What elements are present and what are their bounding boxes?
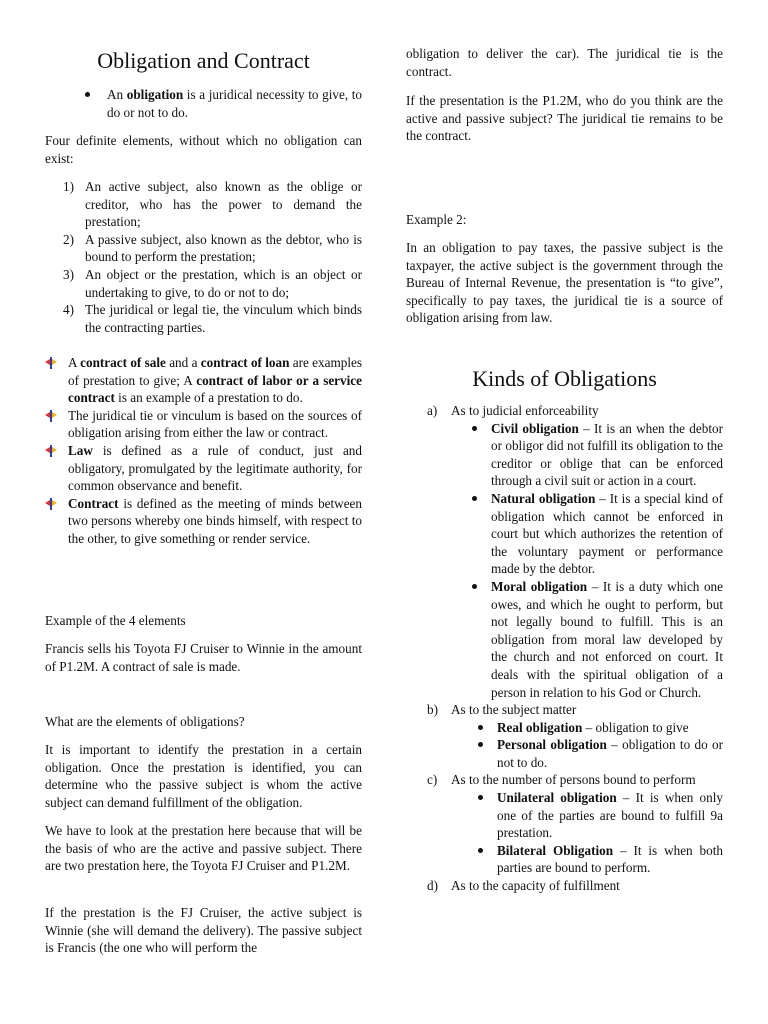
- bullet-dot-icon: [85, 92, 90, 97]
- example2-heading: Example 2:: [406, 212, 467, 227]
- question-heading: What are the elements of obligations?: [45, 714, 245, 729]
- kind-c-list: [497, 789, 723, 877]
- list-item: Civil obligation – It is an when the debtor or obligor did not fulfill its obligation to the creditor or oblige that can be enforced through a civil suit or action in a court.: [491, 420, 723, 489]
- list-item: 2) A passive subject, also known as the debtor, who is bound to perform the prestation;: [63, 231, 362, 265]
- kind-b: b) As to the subject matter: [427, 702, 577, 718]
- list-item: Natural obligation – It is a special kind of obligation which cannot be enforced in court but which authorizes the retention of the voluntary payment or performance made by the debtor.: [491, 490, 723, 577]
- kind-a: a) As to judicial enforceability: [427, 403, 599, 418]
- paragraph: If the presentation is the P1.2M, who do you think are the active and passive subject? The juridical tie remains to be the contract.: [406, 93, 723, 144]
- list-item: 1) An active subject, also known as the oblige or creditor, who has the power to demand the prestation;: [63, 179, 362, 230]
- example-heading: Example of the 4 elements: [45, 613, 186, 628]
- example2-text: In an obligation to pay taxes, the passive subject is the taxpayer, the active subject is the government through the Bureau of Internal Revenue, the presentation is “to give”, specifically to pay taxes, the juridical tie is a source of obligation arising from law.: [406, 240, 723, 326]
- paragraph: obligation to deliver the car). The juridical tie is the contract.: [406, 46, 723, 79]
- list-item: 4) The juridical or legal tie, the vinculum which binds the contracting parties.: [63, 302, 362, 335]
- kinds-list: [406, 402, 723, 895]
- kind-c: c) As to the number of persons bound to perform: [427, 772, 696, 788]
- list-item: 3) An object or the prestation, which is an object or undertaking to give, to do or not to do;: [63, 266, 362, 300]
- notes-list: [45, 354, 362, 548]
- paragraph: If the prestation is the FJ Cruiser, the active subject is Winnie (she will demand the delivery). The passive subject is Francis (the one who will perform the: [45, 905, 362, 956]
- list-item: Personal obligation – obligation to do or not to do.: [497, 737, 723, 770]
- list-item: Contract is defined as the meeting of minds between two persons whereby one binds himself, with respect to the other, to give something or render service.: [45, 495, 362, 548]
- kind-d: d) As to the capacity of fulfillment: [427, 878, 620, 894]
- page-title: Obligation and Contract: [97, 48, 310, 73]
- arrow-flag-icon: [45, 498, 57, 510]
- example-text: Francis sells his Toyota FJ Cruiser to Winnie in the amount of P1.2M. A contract of sale is made.: [45, 641, 362, 674]
- elements-intro: Four definite elements, without which no obligation can exist:: [45, 133, 362, 166]
- paragraph: It is important to identify the prestation in a certain obligation. Once the prestation is identified, you can determine who the passive subject is whom the active subject can demand fulfillment of the obligation.: [45, 742, 362, 810]
- list-item: Moral obligation – It is a duty which one owes, and which he ought to perform, but not legally bound to fulfill. This is an obligation from moral law developed by the church and not enforced on court. It deals with the spiritual obligation of a person in relation to his God or Church.: [491, 578, 723, 700]
- list-item: Law is defined as a rule of conduct, just and obligatory, promulgated by the legitimate authority, for common observance and benefit.: [45, 442, 362, 495]
- kind-b-list: [497, 719, 723, 772]
- section-title: Kinds of Obligations: [472, 366, 657, 391]
- kind-a-list: [491, 420, 723, 702]
- definition-bullet: An obligation is a juridical necessity to give, to do or not to do.: [107, 86, 362, 121]
- elements-list: [45, 178, 362, 336]
- list-item: A contract of sale and a contract of loan are examples of prestation to give; A contract of labor or a service contract is an example of a prestation to do.: [45, 354, 362, 407]
- list-item: Real obligation – obligation to give: [497, 719, 723, 737]
- arrow-flag-icon: [45, 357, 57, 369]
- list-item: Bilateral Obligation – It is when both parties are bound to perform.: [497, 842, 723, 876]
- arrow-flag-icon: [45, 410, 57, 422]
- list-item: The juridical tie or vinculum is based on the sources of obligation arising from either the law or contract.: [45, 407, 362, 442]
- arrow-flag-icon: [45, 445, 57, 457]
- paragraph: We have to look at the prestation here because that will be the basis of who are the active and passive subject. There are two prestation here, the Toyota FJ Cruiser and P1.2M.: [45, 823, 362, 874]
- list-item: Unilateral obligation – It is when only one of the parties are bound to fulfill 9a prestation.: [497, 790, 723, 841]
